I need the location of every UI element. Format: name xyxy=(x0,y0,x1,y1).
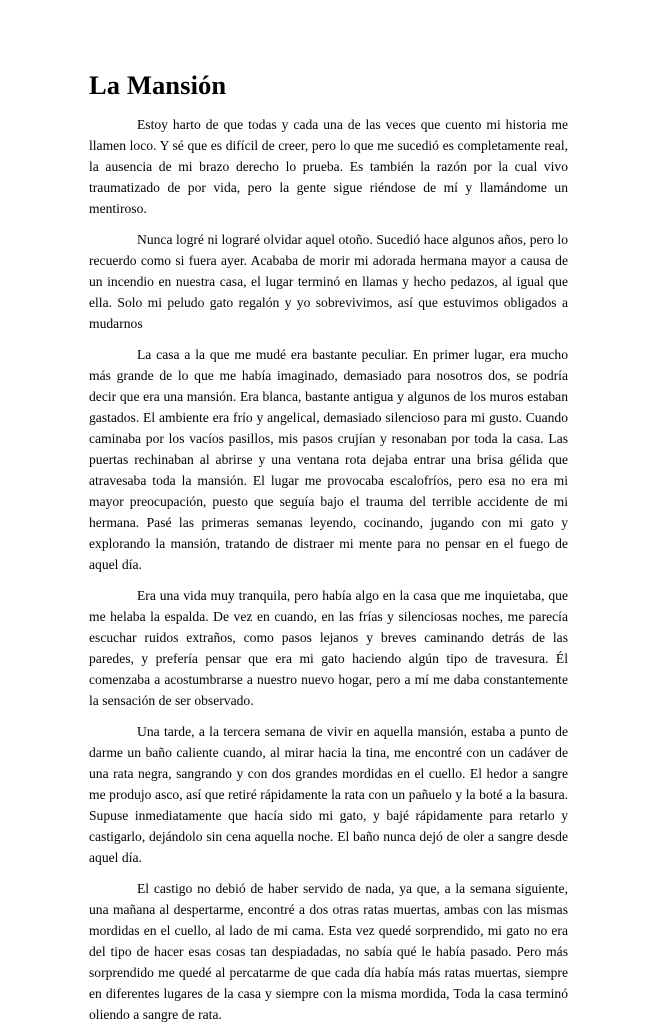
paragraph-1: Estoy harto de que todas y cada una de las veces que cuento mi historia me llamen loco. Y sé que es difícil de creer, pero lo que me sucedió es completamente real, la ausencia de mi brazo derecho lo prueba. Es también la razón por la cual vivo traumatizado de por vida, pero la gente sigue riéndose de mí y llamándome un mentiroso. xyxy=(89,117,568,216)
page-title: La Mansión xyxy=(89,70,227,100)
paragraph-3: La casa a la que me mudé era bastante peculiar. En primer lugar, era mucho más grande de lo que me había imaginado, demasiado para nosotros dos, se podría decir que era una mansión. Era blanca, bastante antigua y algunos de los muros estaban gastados. El ambiente era frío y angelical, demasiado silencioso para mi gusto. Cuando caminaba por los vacíos pasillos, mis pasos crujían y resonaban por toda la casa. Las puertas rechinaban al abrirse y una ventana rota dejaba entrar una brisa gélida que atravesaba toda la mansión. El lugar me provocaba escalofríos, pero esa no era mi mayor preocupación, puesto que seguía bajo el trauma del terrible accidente de mi hermana. Pasé las primeras semanas leyendo, cocinando, jugando con mi gato y explorando la mansión, tratando de distraer mi mente para no pensar en el fuego de aquel día. xyxy=(89,347,568,572)
document-content xyxy=(89,70,568,1025)
paragraph-2: Nunca logré ni lograré olvidar aquel otoño. Sucedió hace algunos años, pero lo recuerdo como si fuera ayer. Acababa de morir mi adorada hermana mayor a causa de un incendio en nuestra casa, el lugar terminó en llamas y hecho pedazos, al igual que ella. Solo mi peludo gato regalón y yo sobrevivimos, así que estuvimos obligados a mudarnos xyxy=(89,232,568,331)
document-body xyxy=(89,114,568,1025)
paragraph-4: Era una vida muy tranquila, pero había algo en la casa que me inquietaba, que me helaba la espalda. De vez en cuando, en las frías y silenciosas noches, me parecía escuchar ruidos extraños, como pasos lejanos y breves caminando detrás de las paredes, y prefería pensar que era mi gato haciendo algún tipo de travesura. Él comenzaba a acostumbrarse a nuestro nuevo hogar, pero a mí me daba constantemente la sensación de ser observado. xyxy=(89,588,568,708)
paragraph-5: Una tarde, a la tercera semana de vivir en aquella mansión, estaba a punto de darme un baño caliente cuando, al mirar hacia la tina, me encontré con un cadáver de una rata negra, sangrando y con dos grandes mordidas en el cuello. El hedor a sangre me produjo asco, así que retiré rápidamente la rata con un pañuelo y la boté a la basura. Supuse inmediatamente que hacía sido mi gato, y bajé rápidamente para retarlo y castigarlo, dejándolo sin cena aquella noche. El baño nunca dejó de oler a sangre desde aquel día. xyxy=(89,724,568,865)
paragraph-6: El castigo no debió de haber servido de nada, ya que, a la semana siguiente, una mañana al despertarme, encontré a dos otras ratas muertas, ambas con las mismas mordidas en el cuello, al lado de mi cama. Esta vez quedé sorprendido, mi gato no era del tipo de hacer esas cosas tan despiadadas, no sabía qué le había pasado. Pero más sorprendido me quedé al percatarme de que cada día había más ratas muertas, siempre en diferentes lugares de la casa y siempre con la misma mordida, Toda la casa terminó oliendo a sangre de rata. xyxy=(89,881,568,1022)
